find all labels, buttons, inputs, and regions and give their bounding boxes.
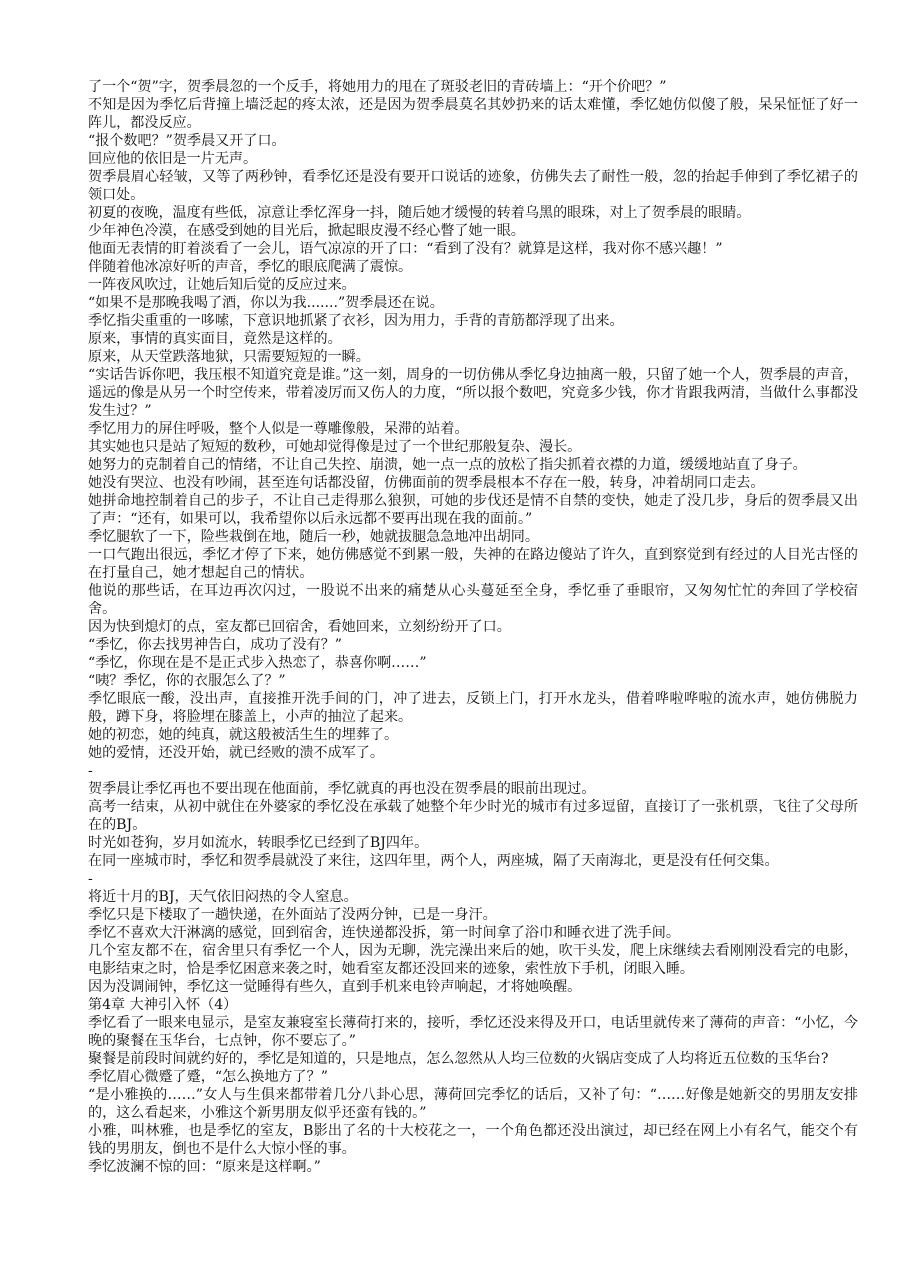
paragraph: 她没有哭泣、也没有吵闹，甚至连句话都没留，仿佛面前的贺季晨根本不存在一般，转身，冲着胡同口走去。 (88, 475, 765, 491)
paragraph: “咦？季忆，你的衣服怎么了？” (88, 673, 286, 689)
paragraph: 季忆用力的屏住呼吸，整个人似是一尊雕像般，呆滞的站着。 (88, 421, 469, 437)
paragraph: “是小雅换的……”女人与生俱来都带着几分八卦心思，薄荷回完季忆的话后，又补了句：“……好像是她新交的男朋友安排的，这么看起来，小雅这个新男朋友似乎还蛮有钱的。” (88, 1087, 858, 1121)
paragraph: 将近十月的BJ，天气依旧闷热的令人窒息。 (88, 889, 358, 905)
paragraph: 季忆波澜不惊的回：“原来是这样啊。” (88, 1159, 321, 1175)
paragraph: 她拼命地控制着自己的步子，不让自己走得那么狼狈，可她的步伐还是情不自禁的变快，她走了没几步，身后的贺季晨又出了声：“还有，如果可以，我希望你以后永远都不要再出现在我的面前。” (88, 493, 858, 527)
paragraph: “季忆，你现在是不是正式步入热恋了，恭喜你啊……” (88, 655, 427, 671)
paragraph: “季忆，你去找男神告白，成功了没有？” (88, 637, 343, 653)
paragraph: 一口气跑出很远，季忆才停了下来，她仿佛感觉不到累一般，失神的在路边傻站了许久，直到察觉到有经过的人目光古怪的在打量自己，她才想起自己的情状。 (88, 547, 858, 581)
paragraph: 了一个“贺”字，贺季晨忽的一个反手，将她用力的甩在了斑驳老旧的青砖墙上：“开个价吧？” (88, 79, 667, 95)
paragraph: 初夏的夜晚，温度有些低，凉意让季忆浑身一抖，随后她才缓慢的转着乌黑的眼珠，对上了贺季晨的眼睛。 (88, 205, 751, 221)
paragraph: “如果不是那晚我喝了酒，你以为我.......”贺季晨还在说。 (88, 295, 444, 311)
paragraph: 贺季晨让季忆再也不要出现在他面前，季忆就真的再也没在贺季晨的眼前出现过。 (88, 781, 596, 797)
paragraph: 贺季晨眉心轻皱，又等了两秒钟，看季忆还是没有要开口说话的迹象，仿佛失去了耐性一般，忽的抬起手伸到了季忆裙子的领口处。 (88, 169, 858, 203)
paragraph: 其实她也只是站了短短的数秒，可她却觉得像是过了一个世纪那般复杂、漫长。 (88, 439, 582, 455)
paragraph: 时光如苍狗，岁月如流水，转眼季忆已经到了BJ四年。 (88, 835, 429, 851)
paragraph: 季忆不喜欢大汗淋漓的感觉，回到宿舍，连快递都没拆，第一时间拿了浴巾和睡衣进了洗手间。 (88, 925, 680, 941)
paragraph: 季忆看了一眼来电显示，是室友兼寝室长薄荷打来的，接听，季忆还没来得及开口，电话里就传来了薄荷的声音：“小忆，今晚的聚餐在玉华台，七点钟，你不要忘了。” (88, 1015, 858, 1049)
paragraph: 聚餐是前段时间就约好的，季忆是知道的，只是地点，怎么忽然从人均三位数的火锅店变成了人均将近五位数的玉华台? (88, 1051, 829, 1067)
paragraph: 一阵夜风吹过，让她后知后觉的反应过来。 (88, 277, 356, 293)
paragraph: 原来，从天堂跌落地狱，只需要短短的一瞬。 (88, 349, 370, 365)
paragraph: 季忆眉心微蹙了蹙，“怎么换地方了？” (88, 1069, 328, 1085)
paragraph: 几个室友都不在，宿舍里只有季忆一个人，因为无聊，洗完澡出来后的她，吹干头发，爬上床继续去看刚刚没看完的电影，电影结束之时，恰是季忆困意来袭之时，她看室友都还没回来的迹象，索性放下手机，闭眼入睡。 (88, 943, 858, 977)
document-body (88, 78, 858, 1176)
paragraph: 她的初恋，她的纯真，就这般被活生生的埋葬了。 (88, 727, 399, 743)
paragraph: 她努力的克制着自己的情绪，不让自己失控、崩溃，她一点一点的放松了指尖抓着衣襟的力道，缓缓地站直了身子。 (88, 457, 807, 473)
chapter-heading: 第4章 大神引入怀（4） (88, 997, 238, 1013)
paragraph: 小雅，叫林雅，也是季忆的室友，B影出了名的十大校花之一，一个角色都还没出演过，却已经在网上小有名气，能交个有钱的男朋友，倒也不是什么大惊小怪的事。 (88, 1123, 858, 1157)
paragraph: 他面无表情的盯着淡看了一会儿，语气凉凉的开了口：“看到了没有？就算是这样，我对你不感兴趣！” (88, 241, 723, 257)
paragraph: “实话告诉你吧，我压根不知道究竟是谁。”这一刻，周身的一切仿佛从季忆身边抽离一般，只留了她一个人，贺季晨的声音，遥远的像是从另一个时空传来，带着凌厉而又伤人的力度，“所以报个数吧，究竟多少钱，你才肯跟我两清，当做什么事都没发生过？” (88, 367, 858, 419)
paragraph: 季忆腿软了一下，险些栽倒在地，随后一秒，她就拔腿急急地冲出胡同。 (88, 529, 539, 545)
paragraph: 因为没调闹钟，季忆这一觉睡得有些久，直到手机来电铃声响起，才将她唤醒。 (88, 979, 582, 995)
paragraph: 季忆指尖重重的一哆嗦，下意识地抓紧了衣衫，因为用力，手背的青筋都浮现了出来。 (88, 313, 624, 329)
paragraph: 他说的那些话，在耳边再次闪过，一股说不出来的痛楚从心头蔓延至全身，季忆垂了垂眼帘，又匆匆忙忙的奔回了学校宿舍。 (88, 583, 858, 617)
paragraph: 季忆只是下楼取了一趟快递，在外面站了没两分钟，已是一身汗。 (88, 907, 497, 923)
paragraph: 季忆眼底一酸，没出声，直接推开洗手间的门，冲了进去，反锁上门，打开水龙头，借着哗啦哗啦的流水声，她仿佛脱力般，蹲下身，将脸埋在膝盖上，小声的抽泣了起来。 (88, 691, 858, 725)
paragraph: 她的爱情，还没开始，就已经败的溃不成军了。 (88, 745, 384, 761)
paragraph: 伴随着他冰凉好听的声音，季忆的眼底爬满了震惊。 (88, 259, 413, 275)
paragraph: 在同一座城市时，季忆和贺季晨就没了来往，这四年里，两个人，两座城，隔了天南海北，更是没有任何交集。 (88, 853, 779, 869)
paragraph: 高考一结束，从初中就住在外婆家的季忆没在承载了她整个年少时光的城市有过多逗留，直接订了一张机票，飞往了父母所在的BJ。 (88, 799, 858, 833)
section-separator: - (88, 871, 93, 887)
paragraph: 不知是因为季忆后背撞上墙泛起的疼太浓，还是因为贺季晨莫名其妙扔来的话太难懂，季忆她仿似傻了般，呆呆怔怔了好一阵儿，都没反应。 (88, 97, 858, 131)
paragraph: 少年神色冷漠，在感受到她的目光后，掀起眼皮漫不经心瞥了她一眼。 (88, 223, 525, 239)
paragraph: 原来，事情的真实面目，竟然是这样的。 (88, 331, 342, 347)
paragraph: “报个数吧？”贺季晨又开了口。 (88, 133, 286, 149)
paragraph: 因为快到熄灯的点，室友都已回宿舍，看她回来，立刻纷纷开了口。 (88, 619, 511, 635)
section-separator: - (88, 763, 93, 779)
paragraph: 回应他的依旧是一片无声。 (88, 151, 258, 167)
